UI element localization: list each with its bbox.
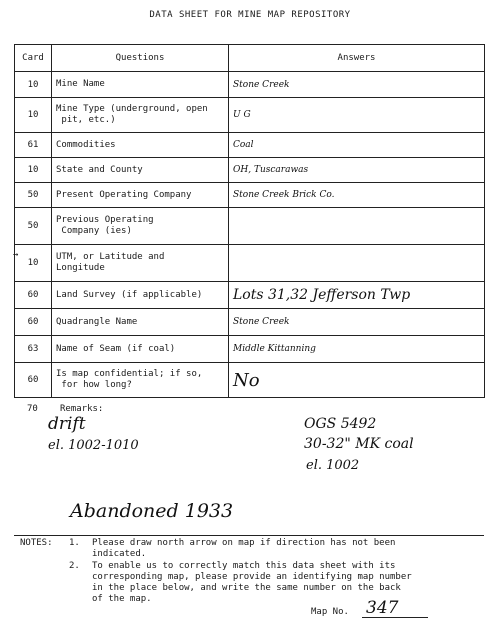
answer bbox=[229, 245, 485, 282]
question bbox=[52, 98, 229, 133]
remark-handwriting: el. 1002 bbox=[306, 458, 360, 473]
question bbox=[52, 245, 229, 282]
card-number: 61 bbox=[15, 133, 52, 158]
question-line: Name of Seam (if coal) bbox=[56, 343, 176, 354]
question-line: Mine Type (underground, open bbox=[56, 104, 208, 114]
question bbox=[52, 72, 229, 98]
table-row bbox=[15, 208, 485, 245]
question bbox=[52, 208, 229, 245]
question bbox=[52, 133, 229, 158]
data-sheet-table bbox=[14, 44, 485, 398]
header-answers: Answers bbox=[229, 45, 485, 72]
answer: Stone Creek bbox=[229, 72, 485, 98]
question-line: Is map confidential; if so, bbox=[56, 369, 203, 379]
sheet-title: DATA SHEET FOR MINE MAP REPOSITORY bbox=[149, 10, 351, 20]
answer: U G bbox=[229, 98, 485, 133]
table-row bbox=[15, 336, 485, 363]
card-number: 10 bbox=[15, 98, 52, 133]
card-number: 63 bbox=[15, 336, 52, 363]
note-text bbox=[92, 538, 395, 560]
note-number: 2. bbox=[69, 561, 80, 571]
question-line: pit, etc.) bbox=[61, 115, 116, 125]
table-row bbox=[15, 98, 485, 133]
card-number: 60 bbox=[15, 363, 52, 398]
answer: Middle Kittanning bbox=[229, 336, 485, 363]
card-number bbox=[15, 245, 52, 282]
remark-handwriting: OGS 5492 bbox=[304, 416, 377, 432]
question bbox=[52, 336, 229, 363]
answer: OH, Tuscarawas bbox=[229, 158, 485, 183]
table-row bbox=[15, 282, 485, 309]
question bbox=[52, 363, 229, 398]
remarks-label: Remarks: bbox=[60, 404, 104, 414]
note-line: in the place below, and write the same number on the back bbox=[92, 583, 401, 593]
notes-divider bbox=[14, 535, 484, 536]
question bbox=[52, 282, 229, 309]
note-line: corresponding map, please provide an identifying map number bbox=[92, 572, 412, 582]
question-line: Present Operating Company bbox=[56, 189, 192, 200]
card-number: 10 bbox=[15, 72, 52, 98]
remark-handwriting: drift bbox=[48, 414, 86, 434]
question bbox=[52, 309, 229, 336]
question-line: Previous Operating bbox=[56, 215, 154, 225]
header-row bbox=[15, 45, 485, 72]
table-row bbox=[15, 72, 485, 98]
table-row bbox=[15, 309, 485, 336]
header-card: Card bbox=[15, 45, 52, 72]
remarks-card-number: 70 bbox=[27, 404, 38, 414]
question-line: State and County bbox=[56, 164, 143, 175]
abandoned-note: Abandoned 1933 bbox=[70, 500, 234, 522]
answer: Lots 31,32 Jefferson Twp bbox=[229, 282, 485, 309]
note-line: indicated. bbox=[92, 549, 147, 559]
question-line: Land Survey (if applicable) bbox=[56, 289, 203, 300]
table-row bbox=[15, 133, 485, 158]
table-row bbox=[15, 183, 485, 208]
map-number-underline bbox=[362, 617, 428, 618]
note-number: 1. bbox=[69, 538, 80, 548]
card-number: 50 bbox=[15, 208, 52, 245]
answer: Coal bbox=[229, 133, 485, 158]
question bbox=[52, 183, 229, 208]
question-line: Commodities bbox=[56, 139, 116, 150]
header-questions: Questions bbox=[52, 45, 229, 72]
note-line: of the map. bbox=[92, 594, 152, 604]
question-line: for how long? bbox=[61, 380, 132, 390]
card-number: 60 bbox=[15, 282, 52, 309]
remark-handwriting: el. 1002-1010 bbox=[48, 438, 139, 453]
question-line: Quadrangle Name bbox=[56, 316, 138, 327]
map-number-label: Map No. bbox=[311, 607, 349, 617]
table-row bbox=[15, 158, 485, 183]
table-row bbox=[15, 245, 485, 282]
answer: Stone Creek Brick Co. bbox=[229, 183, 485, 208]
question-line: Mine Name bbox=[56, 79, 105, 89]
table-row bbox=[15, 363, 485, 398]
map-number-value: 347 bbox=[366, 598, 399, 618]
remark-handwriting: 30-32" MK coal bbox=[304, 436, 414, 452]
note-text bbox=[92, 561, 412, 605]
arrow-mark: → bbox=[13, 250, 19, 260]
answer: No bbox=[229, 363, 485, 398]
card-number: 10 bbox=[15, 158, 52, 183]
note-line: To enable us to correctly match this data sheet with its bbox=[92, 561, 396, 571]
answer bbox=[229, 208, 485, 245]
answer: Stone Creek bbox=[229, 309, 485, 336]
question bbox=[52, 158, 229, 183]
card-number: 50 bbox=[15, 183, 52, 208]
card-number-text: 10 bbox=[27, 258, 39, 268]
question-line: Longitude bbox=[56, 263, 105, 273]
note-line: Please draw north arrow on map if direction has not been bbox=[92, 538, 396, 548]
question-line: Company (ies) bbox=[61, 226, 132, 236]
card-number: 60 bbox=[15, 309, 52, 336]
notes-label: NOTES: bbox=[20, 538, 53, 548]
question-line: UTM, or Latitude and bbox=[56, 252, 165, 262]
